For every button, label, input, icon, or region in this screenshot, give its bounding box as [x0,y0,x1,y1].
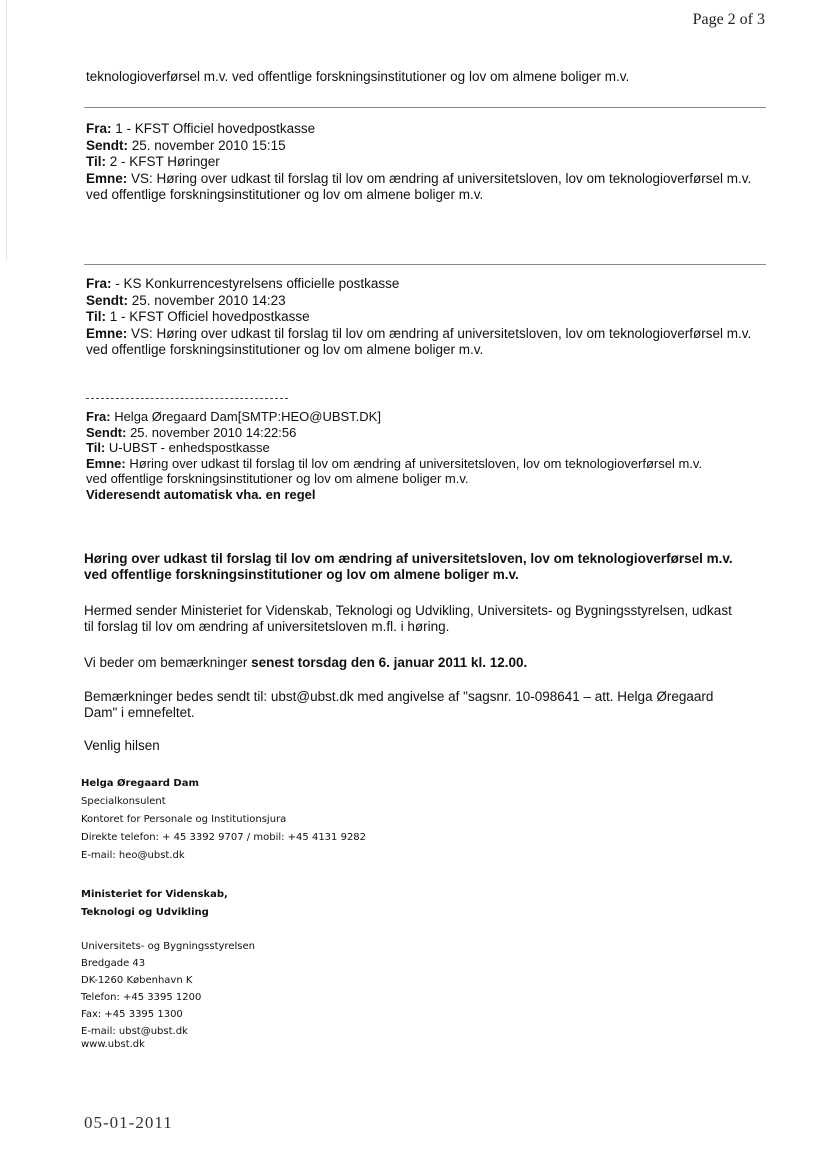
subject-label: Emne: [86,325,128,341]
from-label: Fra: [86,409,111,424]
from-value: Helga Øregaard Dam[SMTP:HEO@UBST.DK] [114,409,381,424]
para1-line2: til forslag til lov om ændring af universitetsloven m.fl. i høring. [84,619,450,634]
sent-row [86,138,776,155]
footer-date: 05-01-2011 [84,1113,173,1132]
telefon: Telefon: +45 3395 1200 [81,992,202,1003]
subject-value-line1: Høring over udkast til forslag til lov om ændring af universitetsloven, lov om teknologioverførsel m.v. [129,455,703,471]
to-label: Til: [86,154,106,169]
ministry-line2: Teknologi og Udvikling [81,907,209,918]
subject-row [86,456,776,472]
sent-value: 25. november 2010 14:22:56 [130,424,297,440]
signature-name: Helga Øregaard Dam [81,778,199,789]
body-paragraph-2 [84,655,774,671]
address-block [81,938,255,1053]
to-row [86,440,776,456]
city: DK-1260 København K [81,975,193,986]
deadline-text: senest torsdag den 6. januar 2011 kl. 12.00. [251,655,528,670]
body-subject-line1: Høring over udkast til forslag til lov om ændring af universitetsloven, lov om teknologioverførsel m.v. [84,551,733,566]
from-row [86,409,776,425]
subject-row [86,326,776,359]
message-header-3 [86,409,776,502]
rule-note: Videresendt automatisk vha. en regel [86,486,316,502]
intro-line: teknologioverførsel m.v. ved offentlige forskningsinstitutioner og lov om almene boliger m.v. [86,69,630,84]
signature-block [81,775,366,865]
separator-rule-2 [84,264,766,265]
ministry-line1: Ministeriet for Videnskab, [81,889,228,900]
subject-label: Emne: [86,455,126,471]
subject-value: VS: Høring over udkast til forslag til lov om ændring af universitetsloven, lov om teknologioverførsel m.v. ved offentlige forskningsinstitutioner og lov om almene boliger m.v. [86,325,752,357]
para1-line1: Hermed sender Ministeriet for Videnskab, Teknologi og Udvikling, Universitets- og Bygningsstyrelsen, udkast [84,603,732,618]
from-value: - KS Konkurrencestyrelsens officielle postkasse [115,276,400,291]
agency-email: E-mail: ubst@ubst.dk [81,1026,188,1037]
from-row [86,276,776,293]
scan-edge-line [6,0,7,260]
para2-prefix: Vi beder om bemærkninger [84,655,252,670]
body-paragraph-1 [84,603,774,635]
sent-label: Sendt: [86,424,127,440]
sent-label: Sendt: [86,292,128,308]
body-subject [84,551,774,583]
subject-value: VS: Høring over udkast til forslag til lov om ændring af universitetsloven, lov om teknologioverførsel m.v. ved offentlige forskningsinstitutioner og lov om almene boliger m.v. [86,170,752,202]
subject-row [86,171,776,204]
from-label: Fra: [86,276,112,291]
para3-line2: Dam" i emnefeltet. [84,705,195,720]
signature-office: Kontoret for Personale og Institutionsjura [81,814,287,825]
separator-rule-1 [84,107,766,108]
message-header-1 [86,121,776,204]
fax: Fax: +45 3395 1300 [81,1009,183,1020]
sent-row [86,293,776,310]
subject-label: Emne: [86,170,128,186]
to-row [86,154,776,171]
sent-value: 25. november 2010 15:15 [131,137,286,153]
from-value: 1 - KFST Officiel hovedpostkasse [115,121,316,136]
ministry-block [81,886,228,922]
street: Bredgade 43 [81,958,146,969]
sent-label: Sendt: [86,137,128,153]
agency-name: Universitets- og Bygningsstyrelsen [81,941,255,952]
to-label: Til: [86,309,106,324]
signature-email: E-mail: heo@ubst.dk [81,850,185,861]
website: www.ubst.dk [81,1039,145,1050]
para3-line1: Bemærkninger bedes sendt til: ubst@ubst.dk med angivelse af "sagsnr. 10-098641 – att. Helga Øregaard [84,689,714,704]
signature-title: Specialkonsulent [81,796,166,807]
to-label: Til: [86,440,106,455]
to-value: 1 - KFST Officiel hovedpostkasse [109,309,310,324]
signature-phone: Direkte telefon: + 45 3392 9707 / mobil: +45 4131 9282 [81,832,367,843]
page-number: Page 2 of 3 [692,11,765,28]
dashed-separator [86,398,288,399]
to-row [86,309,776,326]
sent-row [86,425,776,441]
to-value: U-UBST - enhedspostkasse [108,440,270,455]
from-row [86,121,776,138]
body-paragraph-3 [84,689,774,721]
sent-value: 25. november 2010 14:23 [131,292,286,308]
from-label: Fra: [86,121,112,136]
subject-value-line2: ved offentlige forskningsinstitutioner og lov om almene boliger m.v. [86,471,469,486]
to-value: 2 - KFST Høringer [109,154,220,169]
message-header-2 [86,276,776,359]
closing: Venlig hilsen [84,738,160,753]
body-subject-line2: ved offentlige forskningsinstitutioner og lov om almene boliger m.v. [84,567,519,582]
